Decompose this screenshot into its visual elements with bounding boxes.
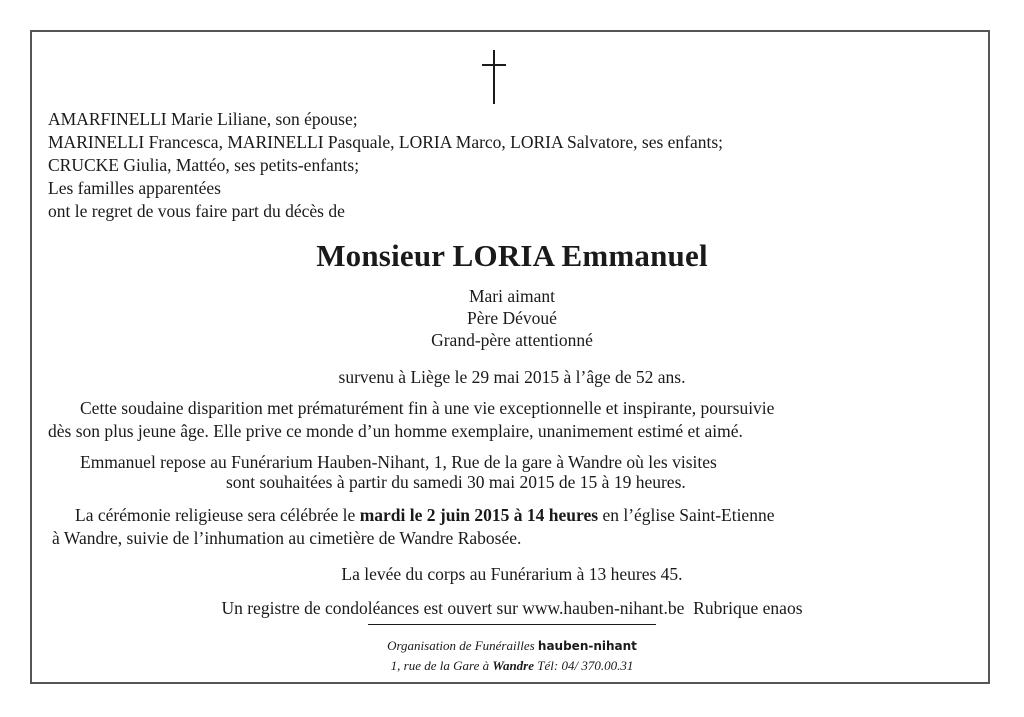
family-line: AMARFINELLI Marie Liliane, son épouse; — [48, 109, 358, 129]
title-line: Grand-père attentionné — [431, 330, 593, 350]
cross-icon — [482, 50, 506, 104]
death-notice: survenu à Liège le 29 mai 2015 à l’âge de 52 ans. — [338, 367, 686, 387]
family-line: Les familles apparentées — [48, 178, 221, 198]
ceremony-line-2: à Wandre, suivie de l’inhumation au cimetière de Wandre Rabosée. — [52, 528, 522, 548]
family-line: MARINELLI Francesca, MARINELLI Pasquale, LORIA Marco, LORIA Salvatore, ses enfants; — [48, 132, 724, 152]
footer-address-prefix: 1, rue de la Gare à — [390, 658, 493, 673]
levee-text: La levée du corps au Funérarium à 13 heures 45. — [341, 564, 683, 584]
ceremony-datetime: mardi le 2 juin 2015 à 14 heures — [359, 505, 599, 525]
footer-address — [0, 657, 1024, 675]
visitation-line-1: Emmanuel repose au Funérarium Hauben-Nihant, 1, Rue de la gare à Wandre où les visites — [80, 452, 717, 472]
register-text: Un registre de condoléances est ouvert sur www.hauben-nihant.be Rubrique enaos — [221, 598, 803, 618]
visitation-line-2: sont souhaitées à partir du samedi 30 mai 2015 de 15 à 19 heures. — [226, 472, 686, 492]
family-list — [48, 108, 723, 223]
brand-logo: hauben-nihant — [537, 639, 637, 653]
footer-org-prefix: Organisation de Funérailles — [387, 638, 538, 653]
tribute-line-1: Cette soudaine disparition met prématurément fin à une vie exceptionnelle et inspirante, poursuivie — [80, 398, 775, 418]
title-line: Mari aimant — [468, 286, 555, 306]
ceremony-prefix: La cérémonie religieuse sera célébrée le — [75, 505, 360, 525]
footer-phone: Tél: 04/ 370.00.31 — [534, 658, 634, 673]
footer-divider — [368, 624, 656, 625]
tribute-line-2: dès son plus jeune âge. Elle prive ce monde d’un homme exemplaire, unanimement estimé et aimé. — [48, 421, 743, 441]
footer-organisation — [0, 637, 1024, 655]
ceremony-suffix: en l’église Saint-Etienne — [598, 505, 775, 525]
titles — [0, 285, 1024, 351]
deceased-name: Monsieur LORIA Emmanuel — [316, 238, 708, 273]
title-line: Père Dévoué — [467, 308, 557, 328]
family-line: CRUCKE Giulia, Mattéo, ses petits-enfants; — [48, 155, 360, 175]
ceremony-line-1 — [75, 504, 774, 526]
family-line: ont le regret de vous faire part du décès de — [48, 201, 345, 221]
footer-town: Wandre — [492, 658, 535, 673]
